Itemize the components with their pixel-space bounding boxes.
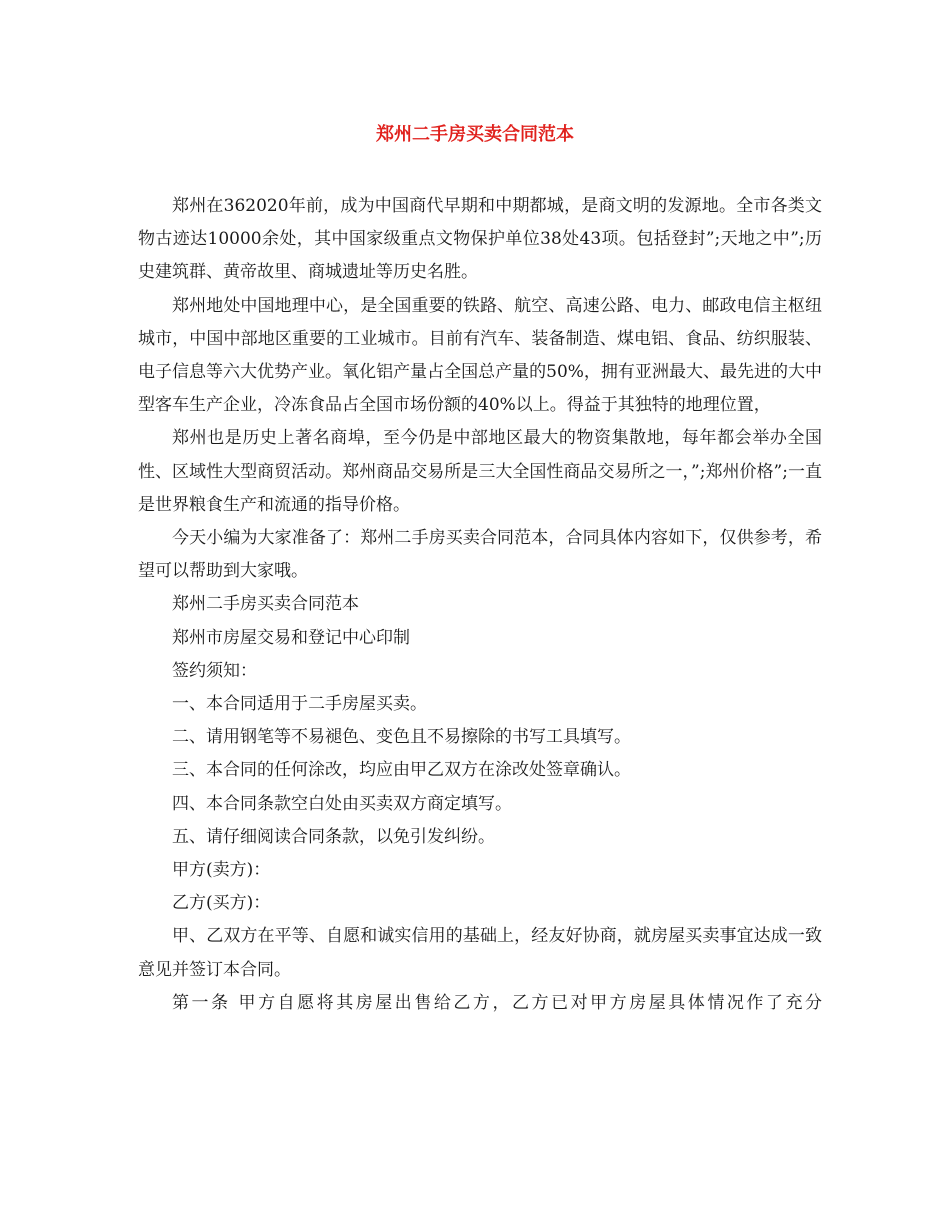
signing-notice-heading: 签约须知： [172, 660, 257, 681]
contract-issuer: 郑州市房屋交易和登记中心印制 [172, 627, 410, 648]
document-title: 郑州二手房买卖合同范本 [376, 124, 574, 145]
notice-item-1: 一、本合同适用于二手房屋买卖。 [172, 694, 427, 715]
notice-item-4: 四、本合同条款空白处由买卖双方商定填写。 [172, 793, 512, 814]
paragraph-history: 郑州在362020年前，成为中国商代早期和中期都城，是商文明的发源地。全市各类文物古迹达10000余处，其中国家级重点文物保护单位38处43项。包括登封”;天地之中”;历史建筑群、黄帝故里、商城遗址等历史名胜。 [138, 196, 822, 283]
paragraph-geography: 郑州地处中国地理中心，是全国重要的铁路、航空、高速公路、电力、邮政电信主枢纽城市，中国中部地区重要的工业城市。目前有汽车、装备制造、煤电铝、食品、纺织服装、电子信息等六大优势产业。氧化铝产量占全国总产量的50%，拥有亚洲最大、最先进的大中型客车生产企业，冷冻食品占全国市场份额的40%以上。得益于其独特的地理位置， [138, 295, 822, 416]
contract-heading: 郑州二手房买卖合同范本 [172, 594, 359, 615]
document-body [138, 190, 822, 1020]
party-a-label: 甲方(卖方)： [172, 860, 271, 881]
article-1: 第一条 甲方自愿将其房屋出售给乙方，乙方已对甲方房屋具体情况作了充分 [172, 992, 822, 1013]
notice-item-5: 五、请仔细阅读合同条款，以免引发纠纷。 [172, 826, 495, 847]
paragraph-commerce: 郑州也是历史上著名商埠，至今仍是中部地区最大的物资集散地，每年都会举办全国性、区域性大型商贸活动。郑州商品交易所是三大全国性商品交易所之一，”;郑州价格”;一直是世界粮食生产和流通的指导价格。 [138, 428, 822, 515]
paragraph-agreement: 甲、乙双方在平等、自愿和诚实信用的基础上，经友好协商，就房屋买卖事宜达成一致意见并签订本合同。 [138, 926, 822, 980]
notice-item-2: 二、请用钢笔等不易褪色、变色且不易擦除的书写工具填写。 [172, 727, 631, 748]
paragraph-intro: 今天小编为大家准备了：郑州二手房买卖合同范本，合同具体内容如下，仅供参考，希望可以帮助到大家哦。 [138, 528, 822, 582]
notice-item-3: 三、本合同的任何涂改，均应由甲乙双方在涂改处签章确认。 [172, 760, 631, 781]
party-b-label: 乙方(买方)： [172, 893, 271, 914]
